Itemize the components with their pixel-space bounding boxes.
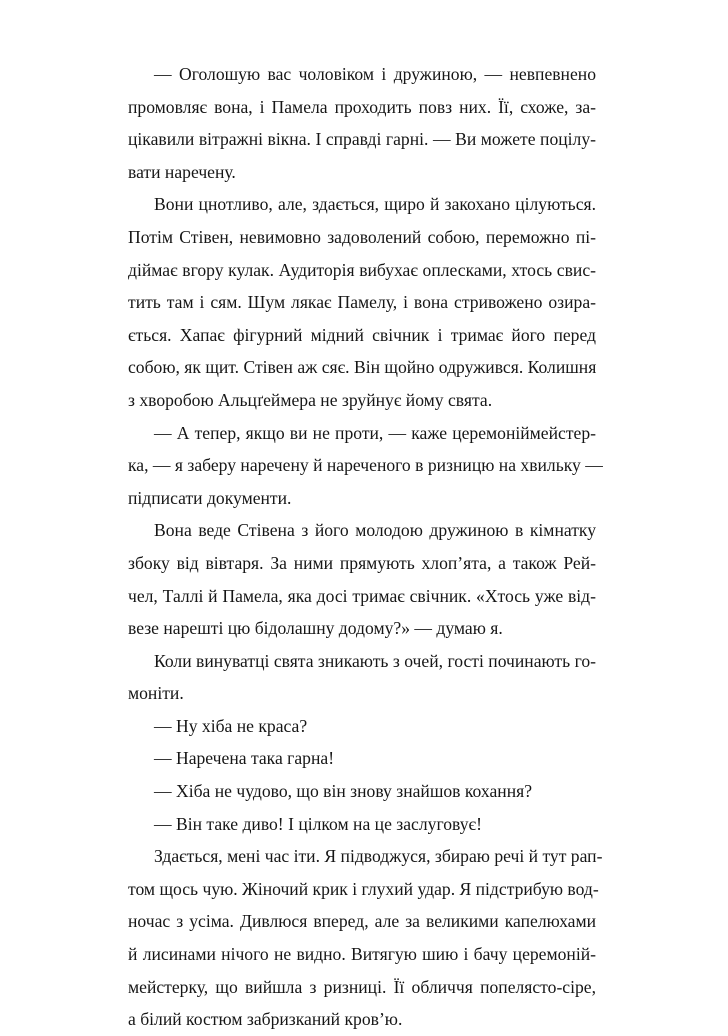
text-line: Вони цнотливо, але, здається, щиро й закохано цілуються. — [154, 194, 596, 215]
paragraph — [128, 514, 596, 644]
text-line: мейстерку, що вийшла з ризниці. Її обличчя попелясто-сіре, — [128, 976, 596, 997]
text-line: промовляє вона, і Памела проходить повз них. Її, схоже, за- — [128, 96, 596, 117]
text-line: — Оголошую вас чоловіком і дружиною, — невпевнено — [154, 64, 596, 84]
text-line: моніти. — [128, 683, 184, 704]
dialogue-line — [128, 710, 596, 743]
paragraph — [128, 645, 596, 710]
text-line: — Він таке диво! І цілком на це заслуговує! — [154, 813, 482, 834]
dialogue-line — [128, 808, 596, 841]
text-line: — Хіба не чудово, що він знову знайшов кохання? — [154, 781, 533, 802]
text-line: Потім Стівен, невимовно задоволений собою, переможно пі- — [128, 226, 596, 247]
text-line: вати наречену. — [128, 161, 236, 182]
text-line: собою, як щит. Стівен аж сяє. Він щойно одружився. Колишня — [128, 357, 597, 378]
text-line: Коли винуватці свята зникають з очей, гості починають го- — [154, 650, 596, 671]
text-line: ка, — я заберу наречену й нареченого в ризницю на хвильку — — [128, 455, 603, 476]
body-text — [128, 58, 603, 1036]
text-line: ється. Хапає фігурний мідний свічник і тримає його перед — [128, 324, 596, 345]
text-line: том щось чую. Жіночий крик і глухий удар. Я підстрибую вод- — [128, 878, 599, 899]
text-line: а білий костюм забризканий кров’ю. — [128, 1009, 403, 1030]
text-line: — Наречена така гарна! — [154, 748, 335, 769]
paragraph — [128, 840, 603, 1036]
paragraph — [128, 188, 596, 416]
text-line: Здається, мені час іти. Я підводжуся, збираю речі й тут рап- — [154, 846, 603, 867]
text-line: з хворобою Альцґеймера не зруйнує йому свята. — [128, 389, 493, 410]
paragraph — [128, 417, 603, 515]
text-line: збоку від вівтаря. За ними прямують хлоп’ята, а також Рей- — [128, 552, 596, 573]
text-line: цікавили вітражні вікна. І справді гарні. — Ви можете поцілу- — [128, 129, 596, 150]
text-line: діймає вгору кулак. Аудиторія вибухає оплесками, хтось свис- — [128, 259, 596, 280]
text-line: Вона веде Стівена з його молодою дружиною в кімнатку — [154, 520, 596, 541]
paragraph — [128, 58, 596, 188]
text-line: тить там і сям. Шум лякає Памелу, і вона стривожено озира- — [128, 292, 596, 313]
text-line: везе нарешті цю бідолашну додому?» — думаю я. — [128, 618, 503, 639]
text-line: й лисинами нічого не видно. Витягую шию і бачу церемоній- — [128, 944, 596, 965]
dialogue-line — [128, 775, 596, 808]
text-line: підписати документи. — [128, 487, 292, 508]
text-line: — А тепер, якщо ви не проти, — каже церемоніймейстер- — [154, 422, 596, 443]
dialogue-line — [128, 742, 596, 775]
text-line: ночас з усіма. Дивлюся вперед, але за великими капелюхами — [128, 911, 596, 932]
text-line: — Ну хіба не краса? — [154, 715, 308, 736]
text-line: чел, Таллі й Памела, яка досі тримає свічник. «Хтось уже від- — [128, 585, 596, 606]
